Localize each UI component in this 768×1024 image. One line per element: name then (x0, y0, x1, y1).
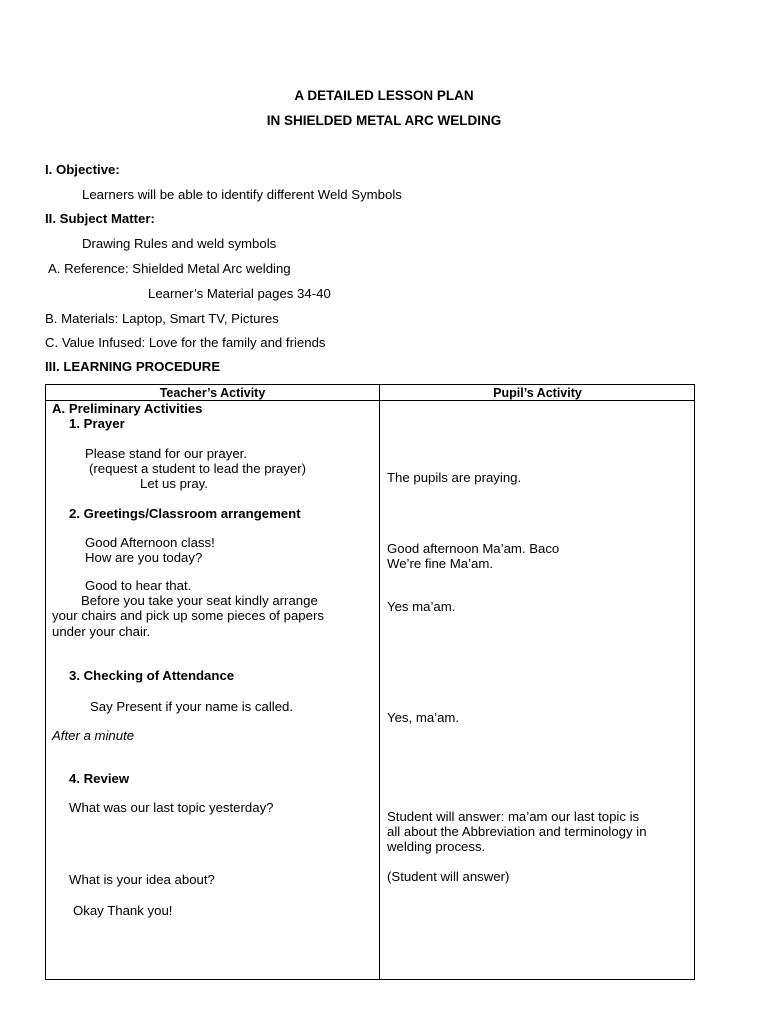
pupil-greeting-3: Yes ma’am. (387, 599, 456, 614)
column-header-pupil: Pupil’s Activity (493, 386, 582, 400)
table-column-divider (379, 384, 380, 980)
after-a-minute: After a minute (52, 728, 135, 743)
pupil-review-2: all about the Abbreviation and terminology in (387, 824, 647, 839)
pupil-review-3: welding process. (387, 839, 486, 854)
pupil-greeting-1: Good afternoon Ma’am. Baco (387, 541, 560, 556)
greeting-line-5: your chairs and pick up some pieces of papers (52, 608, 324, 623)
prayer-line-1: Please stand for our prayer. (85, 446, 248, 461)
review-line-1: What was our last topic yesterday? (69, 800, 274, 815)
greeting-line-6: under your chair. (52, 624, 151, 639)
prayer-line-2: (request a student to lead the prayer) (89, 461, 306, 476)
column-header-teacher: Teacher’s Activity (159, 386, 266, 400)
prayer-line-3: Let us pray. (140, 476, 208, 491)
pupil-greeting-2: We’re fine Ma’am. (387, 556, 494, 571)
preliminary-activities-heading: A. Preliminary Activities (52, 401, 203, 416)
review-heading: 4. Review (69, 771, 130, 786)
title-line-2: IN SHIELDED METAL ARC WELDING (266, 113, 502, 128)
greeting-line-3: Good to hear that. (85, 578, 192, 593)
reference-text: A. Reference: Shielded Metal Arc welding (48, 261, 291, 276)
greeting-line-2: How are you today? (85, 550, 203, 565)
pupil-review-4: (Student will answer) (387, 869, 510, 884)
subject-matter-heading: II. Subject Matter: (45, 211, 155, 226)
value-text: C. Value Infused: Love for the family and friends (45, 335, 326, 350)
materials-text: B. Materials: Laptop, Smart TV, Pictures (45, 311, 279, 326)
greeting-line-1: Good Afternoon class! (85, 535, 215, 550)
greeting-line-4: Before you take your seat kindly arrange (81, 593, 318, 608)
review-line-3: Okay Thank you! (73, 903, 173, 918)
procedure-heading: III. LEARNING PROCEDURE (45, 359, 221, 374)
title-line-1: A DETAILED LESSON PLAN (294, 88, 474, 103)
attendance-heading: 3. Checking of Attendance (69, 668, 235, 683)
greetings-heading: 2. Greetings/Classroom arrangement (69, 506, 301, 521)
subject-matter-text: Drawing Rules and weld symbols (82, 236, 277, 251)
pupil-attendance: Yes, ma’am. (387, 710, 460, 725)
reference-pages: Learner’s Material pages 34-40 (148, 286, 331, 301)
attendance-line-1: Say Present if your name is called. (90, 699, 294, 714)
pupil-prayer: The pupils are praying. (387, 470, 522, 485)
objective-heading: I. Objective: (45, 162, 120, 177)
objective-text: Learners will be able to identify different Weld Symbols (82, 187, 402, 202)
prayer-heading: 1. Prayer (69, 416, 125, 431)
pupil-review-1: Student will answer: ma’am our last topic is (387, 809, 640, 824)
review-line-2: What is your idea about? (69, 872, 215, 887)
